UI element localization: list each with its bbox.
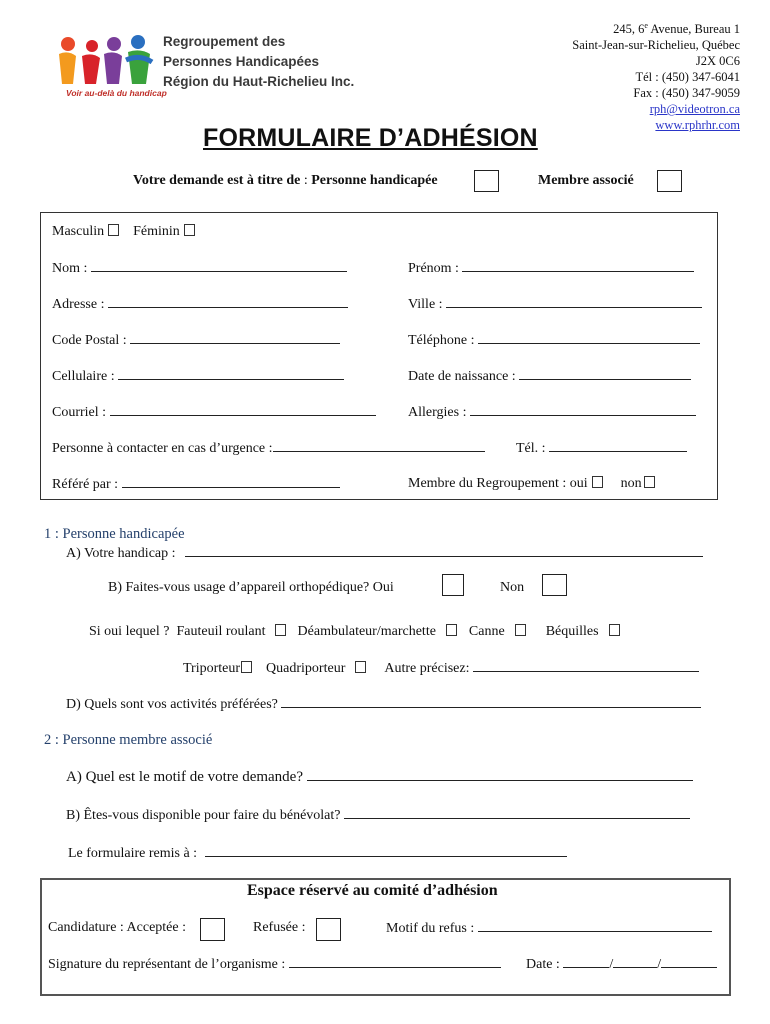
- checkbox-membre-oui[interactable]: [592, 476, 603, 488]
- remis-field: Le formulaire remis à :: [68, 845, 567, 862]
- urgence-input[interactable]: [273, 440, 485, 452]
- logo-line-1: Regroupement des: [163, 34, 286, 49]
- gender-row: [52, 224, 195, 240]
- code-postal-input[interactable]: [130, 332, 340, 344]
- appareil-type-row-2: Triporteur Quadriporteur Autre précisez:: [183, 660, 699, 677]
- checkbox-canne[interactable]: [515, 624, 526, 636]
- code-postal-field: Code Postal :: [52, 332, 340, 349]
- appareil-question: B) Faites-vous usage d’appareil orthopédique? Oui: [108, 580, 394, 595]
- prenom-input[interactable]: [462, 260, 694, 272]
- logo-figures-icon: [56, 32, 156, 90]
- request-option-handicapee-label: Personne handicapée: [311, 173, 438, 188]
- checkbox-triporteur[interactable]: [241, 661, 252, 673]
- allergies-input[interactable]: [470, 404, 696, 416]
- activites-input[interactable]: [281, 696, 701, 708]
- motif-refus-field: Motif du refus :: [386, 920, 712, 937]
- logo-line-3: Région du Haut-Richelieu Inc.: [163, 74, 355, 89]
- logo-organization-name: [163, 32, 354, 92]
- date-day-input[interactable]: [563, 956, 609, 968]
- adresse-input[interactable]: [108, 296, 348, 308]
- adresse-field: Adresse :: [52, 296, 348, 313]
- checkbox-quadriporteur[interactable]: [355, 661, 366, 673]
- motif-field: A) Quel est le motif de votre demande?: [66, 769, 693, 786]
- courriel-field: Courriel :: [52, 404, 376, 421]
- address-fax: Fax : (450) 347-9059: [633, 86, 740, 101]
- date-naissance-input[interactable]: [519, 368, 691, 380]
- handicap-field: A) Votre handicap :: [66, 545, 703, 562]
- motif-refus-input[interactable]: [478, 920, 712, 932]
- appareil-non-label: Non: [500, 580, 525, 595]
- date-year-input[interactable]: [661, 956, 717, 968]
- website-link[interactable]: www.rphrhr.com: [655, 118, 740, 133]
- refere-input[interactable]: [122, 476, 340, 488]
- courriel-input[interactable]: [110, 404, 376, 416]
- membre-regroupement-row: Membre du Regroupement : oui non: [408, 476, 655, 492]
- checkbox-feminin[interactable]: [184, 224, 195, 236]
- checkbox-refusee[interactable]: [316, 918, 341, 941]
- feminin-label: Féminin: [133, 224, 180, 239]
- address-line-1: 245, 6e Avenue, Bureau 1: [613, 21, 740, 37]
- page-title: FORMULAIRE D’ADHÉSION: [203, 124, 538, 152]
- checkbox-appareil-oui[interactable]: [442, 574, 464, 596]
- request-option-membre-label: Membre associé: [538, 173, 634, 188]
- allergies-field: Allergies :: [408, 404, 696, 421]
- prenom-field: Prénom :: [408, 260, 694, 277]
- cellulaire-field: Cellulaire :: [52, 368, 344, 385]
- candidature-acceptee-label: Candidature : Acceptée :: [48, 920, 186, 935]
- address-tel: Tél : (450) 347-6041: [635, 70, 740, 85]
- checkbox-membre-associe[interactable]: [657, 170, 682, 192]
- urgence-field: Personne à contacter en cas d’urgence :: [52, 440, 485, 457]
- signature-input[interactable]: [289, 956, 501, 968]
- email-link[interactable]: rph@videotron.ca: [649, 102, 740, 117]
- urgence-tel-field: Tél. :: [516, 440, 687, 457]
- ville-input[interactable]: [446, 296, 702, 308]
- telephone-input[interactable]: [478, 332, 700, 344]
- address-block: [572, 18, 740, 133]
- checkbox-appareil-non[interactable]: [542, 574, 567, 596]
- signature-field: Signature du représentant de l’organisme :: [48, 956, 501, 973]
- refere-field: Référé par :: [52, 476, 340, 493]
- request-prefix: Votre demande est à titre de: [133, 173, 301, 188]
- section-2-heading: 2 : Personne membre associé: [44, 732, 213, 748]
- refusee-label: Refusée :: [253, 920, 306, 935]
- checkbox-deambulateur[interactable]: [446, 624, 457, 636]
- cellulaire-input[interactable]: [118, 368, 344, 380]
- address-postal: J2X 0C6: [695, 54, 740, 69]
- checkbox-personne-handicapee[interactable]: [474, 170, 499, 192]
- benevolat-field: B) Êtes-vous disponible pour faire du bénévolat?: [66, 807, 690, 824]
- masculin-label: Masculin: [52, 224, 105, 239]
- appareil-type-row: Si oui lequel ? Fauteuil roulant Déambulateur/marchette Canne Béquilles: [89, 624, 620, 640]
- logo-line-2: Personnes Handicapées: [163, 54, 320, 69]
- telephone-field: Téléphone :: [408, 332, 700, 349]
- date-month-input[interactable]: [613, 956, 657, 968]
- handicap-input[interactable]: [185, 545, 703, 557]
- ville-field: Ville :: [408, 296, 702, 313]
- request-type-row: Votre demande est à titre de : Personne handicapée: [133, 173, 438, 188]
- committee-heading: Espace réservé au comité d’adhésion: [247, 882, 498, 899]
- date-naissance-field: Date de naissance :: [408, 368, 691, 385]
- checkbox-masculin[interactable]: [108, 224, 119, 236]
- benevolat-input[interactable]: [344, 807, 690, 819]
- address-line-2: Saint-Jean-sur-Richelieu, Québec: [572, 38, 740, 53]
- nom-input[interactable]: [91, 260, 347, 272]
- checkbox-acceptee[interactable]: [200, 918, 225, 941]
- checkbox-fauteuil[interactable]: [275, 624, 286, 636]
- organization-logo: [56, 32, 356, 104]
- checkbox-membre-non[interactable]: [644, 476, 655, 488]
- motif-input[interactable]: [307, 769, 693, 781]
- activites-field: D) Quels sont vos activités préférées?: [66, 696, 701, 713]
- date-field: Date : / /: [526, 956, 717, 973]
- autre-input[interactable]: [473, 660, 699, 672]
- nom-field: Nom :: [52, 260, 347, 277]
- remis-input[interactable]: [205, 845, 567, 857]
- checkbox-bequilles[interactable]: [609, 624, 620, 636]
- urgence-tel-input[interactable]: [549, 440, 687, 452]
- logo-tagline: Voir au-delà du handicap: [66, 88, 167, 98]
- section-1-heading: 1 : Personne handicapée: [44, 526, 185, 542]
